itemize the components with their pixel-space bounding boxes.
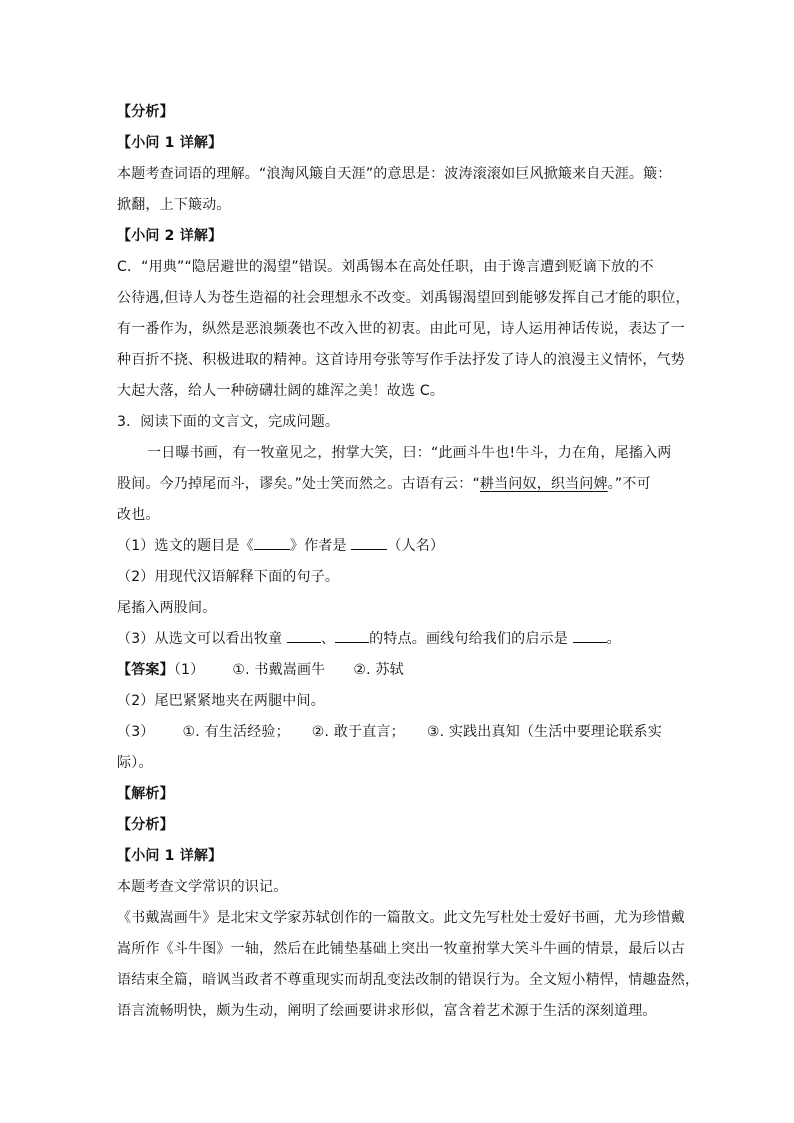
answer-blank — [351, 534, 387, 550]
passage-text: 股间。今乃掉尾而斗，谬矣。”处士笑而然之。古语有云：“ — [117, 476, 480, 492]
paragraph-line: 本题考查词语的理解。“浪淘风簸自天涯”的意思是：波涛滚滚如巨风掀簸来自天涯。簸： — [117, 166, 672, 182]
quoted-sentence: 尾搐入两股间。 — [117, 600, 217, 616]
underlined-sentence: 耕当问奴，织当问婢 — [479, 476, 608, 492]
answer-line: 际）。 — [117, 755, 153, 771]
paragraph-line: 语结束全篇，暗讽当政者不尊重现实而胡乱变法改制的错误行为。全文短小精悍，情趣盎然， — [117, 972, 700, 988]
paragraph-line: 掀翻，上下簸动。 — [117, 197, 231, 213]
paragraph-line: 大起大落，给人一种磅礴壮阔的雄浑之美！故选 C。 — [117, 383, 445, 399]
paragraph-line: 公待遇,但诗人为苍生造福的社会理想永不改变。刘禹锡渴望回到能够发挥自己才能的职位， — [117, 290, 690, 306]
question-3-stem: 3．阅读下面的文言文，完成问题。 — [117, 414, 340, 430]
answer-heading: 【答案】 — [117, 662, 174, 678]
passage-line: 一日曝书画，有一牧童见之，拊掌大笑，曰：“此画斗牛也!牛斗，力在角，尾搐入两 — [147, 445, 672, 461]
sub-question-2: （2）用现代汉语解释下面的句子。 — [117, 569, 340, 585]
answer-line: （2）尾巴紧紧地夹在两腿中间。 — [117, 693, 325, 709]
answer-blank — [254, 534, 290, 550]
sub-question-3: （3）从选文可以看出牧童 、 的特点。画线句给我们的启示是 。 — [117, 624, 682, 655]
answer-blank — [287, 627, 321, 643]
answer-line: 【答案】（1） ①. 书戴嵩画牛 ②. 苏轼 — [117, 662, 404, 678]
passage-line: 改也。 — [117, 507, 160, 523]
paragraph-line: 语言流畅明快，颇为生动，阐明了绘画要讲求形似，富含着艺术源于生活的深刻道理。 — [117, 1003, 657, 1019]
paragraph-line: 种百折不挠、积极进取的精神。这首诗用夸张等写作手法抒发了诗人的浪漫主义情怀，气势 — [117, 352, 685, 368]
analysis-heading: 【分析】 — [117, 817, 174, 833]
paragraph-line: 本题考查文学常识的识记。 — [117, 879, 288, 895]
passage-line — [117, 469, 682, 500]
paragraph-line: 有一番作为，纵然是恶浪频袭也不改入世的初衷。由此可见，诗人运用神话传说，表达了一 — [117, 321, 685, 337]
passage-text: 。”不可 — [607, 476, 651, 492]
q1-detail-heading: 【小问 1 详解】 — [117, 848, 223, 864]
document-page — [117, 97, 700, 1027]
answer-line: （3） ①. 有生活经验； ②. 敢于直言； ③. 实践出真知（生活中要理论联系实 — [117, 724, 662, 740]
paragraph-line: C．“用典”“隐居避世的渴望”错误。刘禹锡本在高处任职，由于谗言遭到贬谪下放的不 — [117, 259, 654, 275]
answer-blank — [573, 627, 607, 643]
paragraph-line: 《书戴嵩画牛》是北宋文学家苏轼创作的一篇散文。此文先写杜处士爱好书画，尤为珍惜戴 — [117, 910, 685, 926]
paragraph-line: 嵩所作《斗牛图》一轴，然后在此铺垫基础上突出一牧童拊掌大笑斗牛画的情景，最后以古 — [117, 941, 685, 957]
answer-blank — [335, 627, 369, 643]
q1-detail-heading: 【小问 1 详解】 — [117, 135, 223, 151]
q2-detail-heading: 【小问 2 详解】 — [117, 228, 223, 244]
explanation-heading: 【解析】 — [117, 786, 174, 802]
analysis-heading: 【分析】 — [117, 104, 174, 120]
sub-question-1: （1）选文的题目是《 》作者是 （人名） — [117, 531, 682, 562]
